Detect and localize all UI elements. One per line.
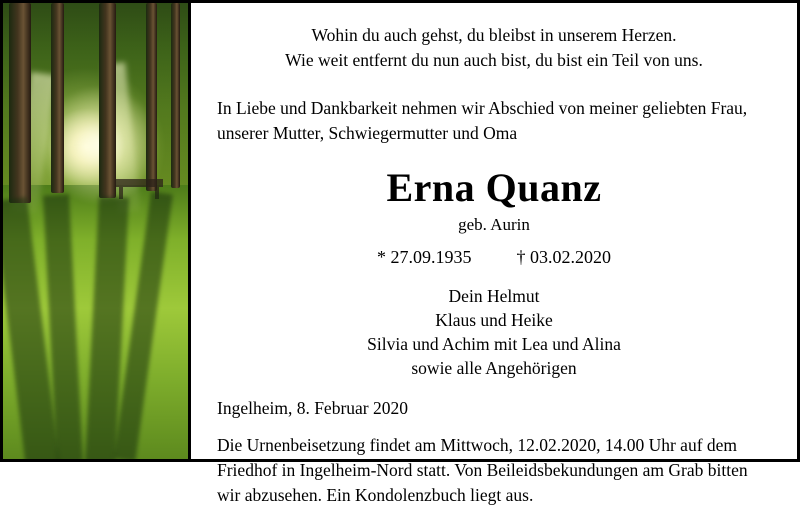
verse-line-1: Wohin du auch gehst, du bleibst in unserem Herzen. — [311, 25, 677, 45]
tree-trunk — [171, 3, 180, 188]
family-member-3: Silvia und Achim mit Lea und Alina — [367, 333, 621, 354]
death-date: † 03.02.2020 — [516, 246, 611, 267]
tree-trunk — [146, 3, 157, 191]
park-bench — [115, 179, 163, 187]
funeral-notice: Die Urnenbeisetzung findet am Mittwoch, 12.02.2020, 14.00 Uhr auf dem Friedhof in Ingelheim-Nord statt. Von Beileidsbekundungen am Grab bitten wir abzusehen. Ein Kondolenzbuch liegt aus. — [217, 435, 748, 505]
tree-trunk — [9, 3, 31, 203]
verse-line-2: Wie weit entfernt du nun auch bist, du bist ein Teil von uns. — [285, 50, 703, 71]
family-member-4: sowie alle Angehörigen — [411, 357, 577, 378]
family-list — [217, 284, 771, 381]
birth-date: * 27.09.1935 — [377, 246, 472, 267]
maiden-name: geb. Aurin — [458, 214, 530, 234]
intro-text: In Liebe und Dankbarkeit nehmen wir Abschied von meiner geliebten Frau, unserer Mutter, Schwiegermutter und Oma — [217, 97, 748, 144]
life-dates — [217, 247, 771, 268]
family-member-1: Dein Helmut — [448, 285, 540, 306]
deceased-name: Erna Quanz — [386, 164, 602, 210]
forest-photo — [3, 3, 191, 459]
tree-trunk — [51, 3, 64, 193]
obituary-text — [191, 3, 797, 505]
tree-trunk — [99, 3, 116, 198]
place-and-date: Ingelheim, 8. Februar 2020 — [217, 398, 408, 419]
verse — [217, 23, 771, 74]
family-member-2: Klaus und Heike — [435, 309, 553, 330]
